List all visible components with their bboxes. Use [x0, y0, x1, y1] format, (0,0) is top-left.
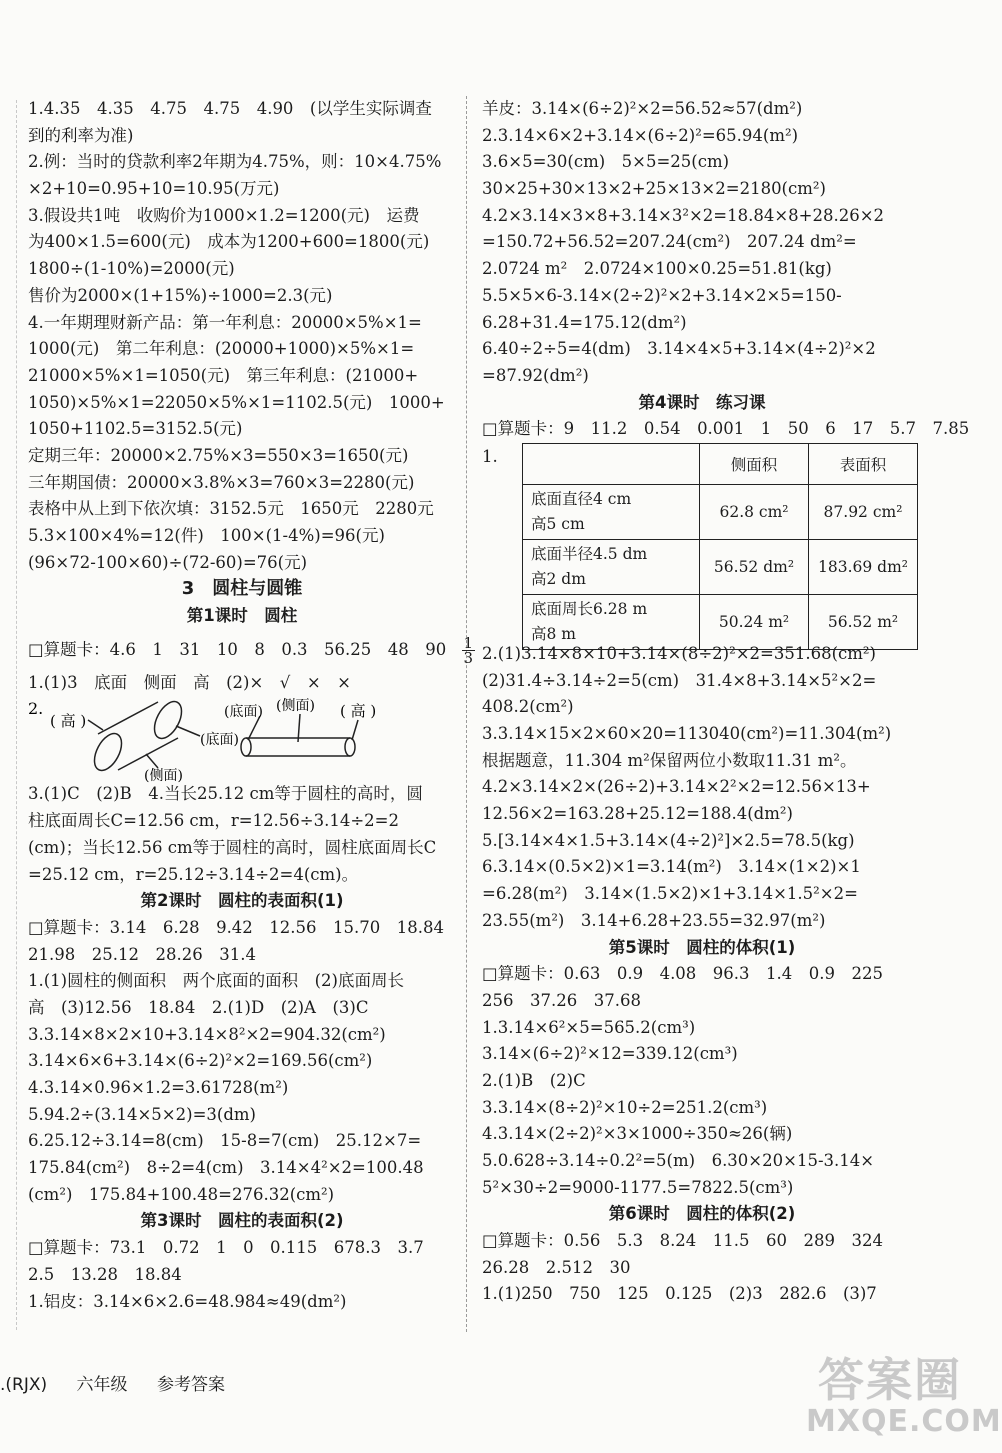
- text-line: 26.28 2.512 30: [482, 1257, 631, 1277]
- text-line: 3.假设共1吨 收购价为1000×1.2=1200(元) 运费: [28, 205, 420, 225]
- table-cell-lateral-area: 50.24 m²: [700, 594, 809, 649]
- table-header-cell: [523, 443, 700, 484]
- text-line: 高 (3)12.56 18.84 2.(1)D (2)A (3)C: [28, 997, 369, 1017]
- text-line: 6.25.12÷3.14=8(cm) 15-8=7(cm) 25.12×7=: [28, 1131, 422, 1151]
- figure-label-q2: 2.: [28, 699, 44, 719]
- lesson-title: 第1课时 圆柱: [186, 606, 298, 626]
- text-line: =6.28(m²) 3.14×(1.5×2)×1+3.14×1.5²×2=: [482, 884, 858, 904]
- table-header-cell: 侧面积: [700, 443, 809, 484]
- text-line: 5²×30÷2=9000-1177.5=7822.5(cm³): [482, 1177, 794, 1197]
- cylinder-area-table: [522, 443, 918, 650]
- lesson-title: 第6课时 圆柱的体积(2): [608, 1204, 796, 1224]
- fraction: [462, 633, 476, 667]
- cylinder-figure: [28, 696, 456, 785]
- text-line: 256 37.26 37.68: [482, 990, 641, 1010]
- table-row: [523, 539, 918, 594]
- text-line: 为400×1.5=600(元) 成本为1200+600=1800(元): [28, 232, 430, 252]
- cell-line: 底面半径4.5 dm: [531, 544, 648, 563]
- unit-title: 3 圆柱与圆锥: [181, 578, 303, 600]
- text-line: 1.铝皮：3.14×6×2.6=48.984≈49(dm²): [28, 1291, 347, 1311]
- text-line: 2.(1)3.14×8×10+3.14×(8÷2)²×2=351.68(cm²): [482, 643, 876, 663]
- table-cell-label: [523, 539, 700, 594]
- text-line: 1800÷(1-10%)=2000(元): [28, 259, 235, 279]
- figure-label-cemian: (侧面): [276, 698, 315, 715]
- text-line: 3.14×(6÷2)²×12=339.12(cm³): [482, 1044, 738, 1064]
- watermark-domain: MXQE.COM: [806, 1404, 1002, 1439]
- text-line: (cm)；当长12.56 cm等于圆柱的高时，圆柱底面周长C: [28, 837, 437, 857]
- text-line: 4.3.14×(2÷2)²×3×1000÷350≈26(辆): [482, 1124, 793, 1144]
- text-line: (96×72-100×60)÷(72-60)=76(元): [28, 552, 308, 572]
- text-line: 175.84(cm²) 8÷2=4(cm) 3.14×4²×2=100.48: [28, 1158, 424, 1178]
- text-line: 2.0724 m² 2.0724×100×0.25=51.81(kg): [482, 259, 832, 279]
- text-line: 1050+1102.5=3152.5(元): [28, 419, 243, 439]
- fraction-numerator: 1: [463, 633, 474, 652]
- page-footer: [0, 1370, 249, 1395]
- text-line: 4.3.14×0.96×1.2=3.61728(m²): [28, 1078, 289, 1097]
- table-cell-surface-area: 183.69 dm²: [809, 539, 918, 594]
- text-line: =150.72+56.52=207.24(cm²) 207.24 dm²=: [482, 232, 857, 252]
- text-line: □算题卡：0.56 5.3 8.24 11.5 60 289 324: [482, 1231, 884, 1251]
- horizontal-cylinder: [241, 714, 358, 756]
- figure-label-dimian: (底面): [200, 732, 239, 749]
- text-line: 1000(元) 第二年利息：(20000+1000)×5%×1=: [28, 339, 415, 359]
- slanted-cylinder: [88, 698, 200, 776]
- text-line: 1.4.35 4.35 4.75 4.75 4.90 (以学生实际调查: [28, 99, 432, 118]
- text-line: 羊皮：3.14×(6÷2)²×2=56.52≈57(dm²): [482, 99, 803, 118]
- left-column: [28, 96, 474, 1315]
- text-line: 23.55(m²) 3.14+6.28+23.55=32.97(m²): [482, 910, 826, 930]
- left-margin-dashes: [16, 100, 27, 1330]
- text-line: 6.28+31.4=175.12(dm²): [482, 312, 687, 332]
- text-line: 408.2(cm²): [482, 697, 574, 717]
- figure-label-gao: ( 高 ): [340, 702, 377, 721]
- text-line: 5.5×5×6-3.14×(2÷2)²×2+3.14×2×5=150-: [482, 285, 842, 305]
- question-number: 1.: [482, 446, 498, 466]
- text-line: 12.56×2=163.28+25.12=188.4(dm²): [482, 804, 793, 824]
- text-line: 3.3.14×(8÷2)²×10÷2=251.2(cm³): [482, 1097, 768, 1117]
- cell-line: 底面直径4 cm: [531, 489, 632, 508]
- table-row: [523, 594, 918, 649]
- text-line: 2.5 13.28 18.84: [28, 1264, 182, 1284]
- text-line: (2)31.4÷3.14÷2=5(cm) 31.4×8+3.14×5²×2=: [482, 670, 877, 690]
- text-line: 2.例：当时的贷款利率2年期为4.75%，则：10×4.75%: [28, 152, 442, 172]
- text-line: 售价为2000×(1+15%)÷1000=2.3(元): [28, 285, 333, 305]
- lesson-title: 第4课时 练习课: [638, 392, 766, 412]
- calc-card-line: □算题卡：9 11.2 0.54 0.001 1 50 6 17 5.7 7.85: [482, 419, 970, 439]
- text-line: 4.一年期理财新产品：第一年利息：20000×5%×1=: [28, 312, 422, 332]
- cell-line: 高8 m: [531, 624, 576, 643]
- table-cell-label: [523, 484, 700, 539]
- text-line: 21.98 25.12 28.26 31.4: [28, 944, 256, 964]
- cell-line: 底面周长6.28 m: [531, 599, 648, 618]
- text-line: 3.3.14×15×2×60×20=113040(cm²)=11.304(m²): [482, 724, 892, 743]
- text-line: 3.3.14×8×2×10+3.14×8²×2=904.32(cm²): [28, 1024, 386, 1044]
- text-line: 5.[3.14×4×1.5+3.14×(4÷2)²]×2.5=78.5(kg): [482, 830, 855, 850]
- text-line: =25.12 cm，r=25.12÷3.14÷2=4(cm)。: [28, 864, 359, 884]
- table-cell-surface-area: 87.92 cm²: [809, 484, 918, 539]
- watermark-logo: [800, 1342, 1002, 1448]
- text-line: 6.40÷2÷5=4(dm) 3.14×4×5+3.14×(4÷2)²×2: [482, 339, 876, 359]
- figure-label-gao: ( 高 ): [50, 712, 87, 731]
- figure-label-cemian: (侧面): [144, 768, 183, 785]
- text-line: 6.3.14×(0.5×2)×1=3.14(m²) 3.14×(1×2)×1: [482, 857, 861, 877]
- calc-card-text: □算题卡：4.6 1 31 10 8 0.3 56.25 48 90: [28, 639, 447, 659]
- table-cell-lateral-area: 62.8 cm²: [700, 484, 809, 539]
- cylinder-diagram: [28, 696, 456, 785]
- text-line: 4.2×3.14×2×(26÷2)+3.14×2²×2=12.56×13+: [482, 777, 871, 797]
- figure-label-dimian: (底面): [224, 704, 263, 721]
- text-line: 3.14×6×6+3.14×(6÷2)²×2=169.56(cm²): [28, 1051, 373, 1071]
- text-line: 21000×5%×1=1050(元) 第三年利息：(21000+: [28, 365, 419, 385]
- text-line: 三年期国债：20000×3.8%×3=760×3=2280(元): [28, 472, 415, 492]
- text-line: 5.0.628÷3.14÷0.2²=5(m) 6.30×20×15-3.14×: [482, 1151, 875, 1170]
- column-divider: [466, 96, 467, 1332]
- lesson-title: 第2课时 圆柱的表面积(1): [140, 891, 344, 911]
- text-line: □算题卡：3.14 6.28 9.42 12.56 15.70 18.84: [28, 917, 445, 937]
- cell-line: 高2 dm: [531, 569, 586, 588]
- text-line: 1.(1)250 750 125 0.125 (2)3 282.6 (3)7: [482, 1284, 877, 1304]
- text-line: 2.(1)B (2)C: [482, 1070, 586, 1090]
- table-row: [523, 484, 918, 539]
- text-line: 1.(1)圆柱的侧面积 两个底面的面积 (2)底面周长: [28, 971, 404, 991]
- text-line: 到的利率为准): [28, 125, 134, 145]
- text-line: =87.92(dm²): [482, 365, 589, 385]
- text-line: 根据题意，11.304 m²保留两位小数取11.31 m²。: [482, 750, 857, 770]
- text-line: 2.3.14×6×2+3.14×(6÷2)²=65.94(m²): [482, 125, 799, 145]
- text-line: 4.2×3.14×3×8+3.14×3²×2=18.84×8+28.26×2: [482, 205, 885, 225]
- text-line: 定期三年：20000×2.75%×3=550×3=1650(元): [28, 445, 409, 465]
- text-line: 1050)×5%×1=22050×5%×1=1102.5(元) 1000+: [28, 392, 445, 412]
- table-cell-lateral-area: 56.52 dm²: [700, 539, 809, 594]
- text-line: ×2+10=0.95+10=10.95(万元): [28, 179, 280, 199]
- text-line: 1.3.14×6²×5=565.2(cm³): [482, 1017, 696, 1037]
- table-cell-label: [523, 594, 700, 649]
- right-column: [482, 96, 970, 1308]
- text-line: 表格中从上到下依次填：3152.5元 1650元 2280元: [28, 499, 434, 519]
- text-line: 1.(1)3 底面 侧面 高 (2)× √ × ×: [28, 672, 351, 692]
- lesson-title: 第3课时 圆柱的表面积(2): [140, 1211, 344, 1231]
- table-cell-surface-area: 56.52 m²: [809, 594, 918, 649]
- fraction-denominator: 3: [463, 648, 474, 667]
- text-line: (cm²) 175.84+100.48=276.32(cm²): [28, 1184, 335, 1204]
- table-header-cell: 表面积: [809, 443, 918, 484]
- text-line: 5.3×100×4%=12(件) 100×(1-4%)=96(元): [28, 526, 385, 545]
- text-line: 3.6×5=30(cm) 5×5=25(cm): [482, 152, 730, 172]
- calc-card-line: [28, 630, 474, 670]
- text-line: □算题卡：73.1 0.72 1 0 0.115 678.3 3.7: [28, 1238, 424, 1258]
- footer-grade: 六年级: [76, 1375, 128, 1395]
- text-line: 柱底面周长C=12.56 cm，r=12.56÷3.14÷2=2: [28, 811, 399, 831]
- text-line: □算题卡：0.63 0.9 4.08 96.3 1.4 0.9 225: [482, 964, 884, 984]
- footer-edition: .(RJX): [0, 1375, 48, 1395]
- text-line: 3.(1)C (2)B 4.当长25.12 cm等于圆柱的高时，圆: [28, 784, 423, 804]
- lesson-title: 第5课时 圆柱的体积(1): [608, 937, 796, 957]
- table-header-row: [523, 443, 918, 484]
- answer-table-block: [482, 443, 922, 641]
- watermark-text: 答案圈: [818, 1353, 962, 1407]
- text-line: 30×25+30×13×2+25×13×2=2180(cm²): [482, 179, 826, 199]
- text-line: 5.94.2÷(3.14×5×2)=3(dm): [28, 1104, 256, 1124]
- cell-line: 高5 cm: [531, 514, 585, 533]
- footer-label: 参考答案: [156, 1375, 225, 1395]
